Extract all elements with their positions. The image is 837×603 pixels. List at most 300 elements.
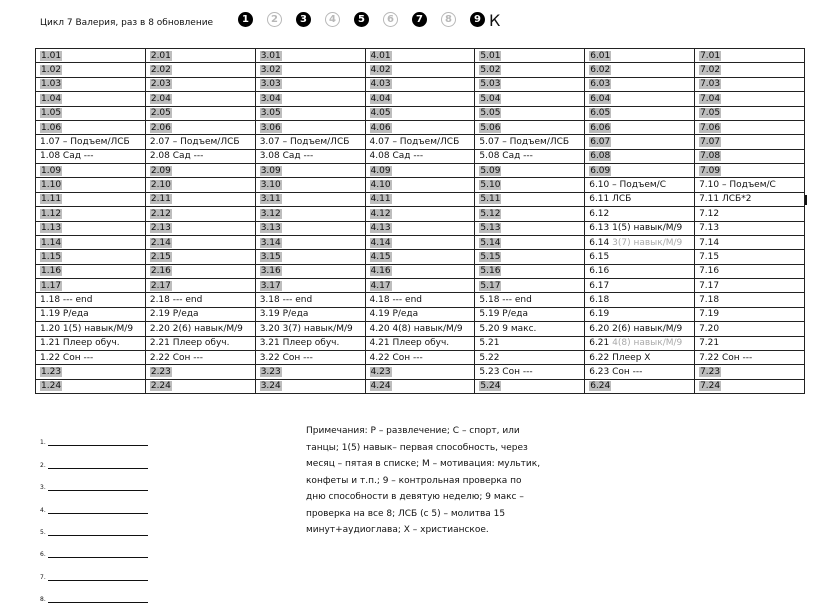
cell-number: 1.18: [40, 295, 61, 306]
table-cell: [475, 221, 585, 235]
blank-line-number: 7.: [40, 573, 46, 581]
table-cell: [695, 207, 805, 221]
table-cell: [255, 149, 365, 163]
table-cell: [475, 149, 585, 163]
table-cell: [585, 235, 695, 249]
cell-text: 2(6) навык/М/9: [169, 323, 243, 334]
cell-number: 7.04: [700, 93, 721, 104]
table-row: [36, 365, 805, 379]
cell-number: 7.11: [699, 194, 720, 205]
cell-number: 7.20: [699, 323, 720, 334]
cell-number: 4.08: [369, 151, 390, 162]
cell-number: 4.07: [369, 136, 390, 147]
table-cell: [695, 149, 805, 163]
cell-number: 1.21: [40, 338, 61, 349]
cell-number: 4.01: [370, 50, 391, 61]
table-cell: [36, 207, 146, 221]
table-cell: [695, 322, 805, 336]
cell-number: 4.18: [369, 295, 390, 306]
table-cell: [365, 350, 475, 364]
table-row: [36, 106, 805, 120]
table-cell: [255, 250, 365, 264]
cell-number: 4.22: [369, 352, 390, 363]
table-cell: [145, 293, 255, 307]
circle-number-3: 3: [296, 12, 311, 27]
table-cell: [145, 178, 255, 192]
cell-text: Сон ---: [389, 352, 423, 363]
cell-number: 2.19: [149, 309, 170, 320]
cell-number: 5.11: [480, 194, 501, 205]
table-cell: [36, 92, 146, 106]
cell-number: 6.04: [590, 93, 611, 104]
table-cell: [585, 178, 695, 192]
table-row: [36, 336, 805, 350]
cell-number: 1.16: [41, 266, 62, 277]
cell-number: 5.20: [479, 323, 500, 334]
cell-text: Сон ---: [609, 366, 643, 377]
table-cell: [695, 49, 805, 63]
cell-number: 2.05: [150, 108, 171, 119]
cell-text: 3(7) навык/М/9: [609, 237, 683, 248]
table-cell: [36, 149, 146, 163]
cell-number: 7.09: [700, 165, 721, 176]
cell-number: 2.04: [150, 93, 171, 104]
table-cell: [695, 221, 805, 235]
table-cell: [585, 120, 695, 134]
cell-number: 4.05: [370, 108, 391, 119]
notes-paragraph: Примечания: Р – развлечение; С – спорт, или танцы; 1(5) навык– первая способность, через месяц – пятая в списке; М – мотивация: мультик, конфеты и т.п.; 9 – контрольная проверка по дню способности в девятую неделю; 9 макс – проверка на все 8; ЛСБ (с 5) – молитва 15 минут+аудиоглава; Х – христианское.: [306, 426, 541, 535]
table-cell: [695, 279, 805, 293]
table-cell: [145, 164, 255, 178]
cell-number: 6.11: [589, 194, 610, 205]
cell-number: 4.19: [369, 309, 390, 320]
table-row: [36, 221, 805, 235]
table-cell: [695, 164, 805, 178]
cell-number: 5.18: [479, 295, 500, 306]
table-cell: [145, 379, 255, 393]
cell-number: 5.16: [480, 266, 501, 277]
cell-number: 2.09: [150, 165, 171, 176]
cell-number: 6.22: [589, 352, 610, 363]
cell-number: 4.10: [370, 180, 391, 191]
table-cell: [36, 192, 146, 206]
table-row: [36, 250, 805, 264]
table-cell: [145, 207, 255, 221]
cell-number: 5.14: [480, 237, 501, 248]
cell-number: 7.24: [700, 381, 721, 392]
cell-text: Р/еда: [279, 309, 309, 320]
table-cell: [585, 92, 695, 106]
table-cell: [585, 149, 695, 163]
cell-text: Сон ---: [719, 352, 753, 363]
cell-number: 6.18: [589, 295, 610, 306]
blank-line-item: [40, 558, 148, 580]
cell-number: 5.05: [480, 108, 501, 119]
table-cell: [145, 120, 255, 134]
cell-number: 1.06: [41, 122, 62, 133]
table-cell: [585, 106, 695, 120]
progress-circles: [238, 10, 500, 29]
cell-text: Сон ---: [279, 352, 313, 363]
table-cell: [365, 322, 475, 336]
table-row: [36, 235, 805, 249]
cell-number: 7.21: [699, 338, 720, 349]
blank-line-item: [40, 424, 148, 446]
cell-number: 6.19: [589, 309, 610, 320]
table-cell: [695, 178, 805, 192]
cell-text: Сон ---: [60, 352, 94, 363]
table-cell: [585, 350, 695, 364]
table-cell: [365, 149, 475, 163]
cell-number: 3.13: [260, 223, 281, 234]
cell-number: 1.23: [41, 366, 62, 377]
cell-number: 3.03: [260, 79, 281, 90]
table-cell: [585, 164, 695, 178]
cell-number: 5.17: [480, 280, 501, 291]
cell-number: 3.11: [260, 194, 281, 205]
cell-number: 5.09: [480, 165, 501, 176]
cell-number: 5.10: [480, 180, 501, 191]
cell-number: 4.12: [370, 208, 391, 219]
table-cell: [36, 63, 146, 77]
blank-line-number: 4.: [40, 506, 46, 514]
table-cell: [255, 120, 365, 134]
table-cell: [255, 307, 365, 321]
cell-number: 2.20: [149, 323, 170, 334]
blank-line-item: [40, 536, 148, 558]
cell-number: 5.04: [480, 93, 501, 104]
table-cell: [365, 336, 475, 350]
blank-line-number: 8.: [40, 596, 46, 603]
cell-number: 6.08: [590, 151, 611, 162]
table-cell: [36, 307, 146, 321]
cell-text: --- end: [279, 295, 313, 306]
cell-number: 3.17: [260, 280, 281, 291]
table-cell: [36, 293, 146, 307]
cell-number: 5.08: [479, 151, 500, 162]
cell-number: 3.24: [260, 381, 281, 392]
blank-line-item: [40, 446, 148, 468]
table-cell: [475, 279, 585, 293]
table-cell: [145, 49, 255, 63]
table-cell: [36, 135, 146, 149]
table-cell: [475, 207, 585, 221]
cell-number: 4.20: [369, 323, 390, 334]
table-cell: [255, 293, 365, 307]
table-cell: [475, 192, 585, 206]
table-cell: [145, 106, 255, 120]
cell-text: 4(8) навык/М/9: [609, 338, 683, 349]
table-cell: [365, 135, 475, 149]
cell-text: --- end: [389, 295, 422, 306]
table-cell: [585, 264, 695, 278]
table-cell: [255, 92, 365, 106]
cell-number: 1.15: [41, 251, 62, 262]
table-cell: [695, 264, 805, 278]
table-cell: [475, 322, 585, 336]
cell-number: 2.18: [149, 295, 170, 306]
table-row: [36, 279, 805, 293]
circle-number-2: 2: [267, 12, 282, 27]
cell-number: 7.12: [699, 208, 720, 219]
blank-line-number: 1.: [40, 439, 46, 447]
table-row: [36, 77, 805, 91]
circle-number-8: 8: [441, 12, 456, 27]
table-cell: [585, 221, 695, 235]
cell-number: 6.05: [590, 108, 611, 119]
cell-number: 3.14: [260, 237, 281, 248]
table-cell: [695, 336, 805, 350]
table-cell: [365, 293, 475, 307]
table-cell: [695, 106, 805, 120]
cell-number: 3.06: [260, 122, 281, 133]
blank-line-number: 5.: [40, 528, 46, 536]
cell-number: 6.14: [589, 237, 610, 248]
table-row: [36, 120, 805, 134]
cell-number: 1.09: [41, 165, 62, 176]
table-row: [36, 63, 805, 77]
table-cell: [145, 365, 255, 379]
table-cell: [585, 77, 695, 91]
cell-number: 2.24: [150, 381, 171, 392]
cell-text: – Подъем/ЛСБ: [499, 136, 570, 147]
table-cell: [255, 192, 365, 206]
cell-number: 6.06: [590, 122, 611, 133]
table-cell: [365, 192, 475, 206]
table-cell: [475, 307, 585, 321]
cell-number: 4.14: [370, 237, 391, 248]
table-cell: [475, 379, 585, 393]
blank-line-number: 6.: [40, 551, 46, 559]
cell-number: 7.03: [700, 79, 721, 90]
cell-text: 4(8) навык/М/9: [389, 323, 463, 334]
table-cell: [255, 164, 365, 178]
table-cell: [145, 336, 255, 350]
cell-number: 1.22: [40, 352, 61, 363]
table-cell: [365, 207, 475, 221]
cell-number: 5.13: [480, 223, 501, 234]
circle-number-1: 1: [238, 12, 253, 27]
cell-number: 4.09: [370, 165, 391, 176]
cell-number: 2.17: [150, 280, 171, 291]
table-row: [36, 164, 805, 178]
table-cell: [585, 307, 695, 321]
cell-text: ЛСБ*2: [719, 194, 752, 205]
cell-number: 2.13: [150, 223, 171, 234]
table-cell: [255, 379, 365, 393]
cell-number: 4.23: [370, 366, 391, 377]
cell-number: 3.02: [260, 65, 281, 76]
cell-number: 4.02: [370, 65, 391, 76]
text-cursor: [805, 195, 807, 205]
cell-text: – Подъем/ЛСБ: [279, 136, 350, 147]
table-cell: [365, 221, 475, 235]
table-cell: [365, 178, 475, 192]
table-cell: [365, 77, 475, 91]
cell-number: 5.19: [479, 309, 500, 320]
cell-number: 3.21: [259, 338, 280, 349]
table-cell: [475, 77, 585, 91]
circle-number-5: 5: [354, 12, 369, 27]
table-cell: [475, 365, 585, 379]
table-cell: [145, 92, 255, 106]
cell-number: 3.01: [260, 50, 281, 61]
table-cell: [255, 49, 365, 63]
table-cell: [255, 322, 365, 336]
blank-line-item: [40, 469, 148, 491]
cell-text: Сон ---: [169, 352, 204, 363]
cell-number: 4.13: [370, 223, 391, 234]
cell-number: 1.20: [40, 323, 61, 334]
table-cell: [36, 264, 146, 278]
cell-number: 2.21: [149, 338, 170, 349]
table-cell: [695, 350, 805, 364]
cell-number: 3.18: [259, 295, 280, 306]
table-cell: [36, 77, 146, 91]
table-cell: [475, 336, 585, 350]
table-cell: [585, 322, 695, 336]
table-cell: [695, 307, 805, 321]
cell-text: Плеер Х: [609, 352, 651, 363]
table-cell: [475, 49, 585, 63]
table-cell: [145, 221, 255, 235]
cell-number: 2.01: [150, 50, 171, 61]
cell-number: 6.20: [589, 323, 610, 334]
blank-line-number: 3.: [40, 484, 46, 492]
cell-number: 7.10: [699, 180, 720, 191]
cell-number: 1.07: [40, 136, 61, 147]
cell-number: 7.22: [699, 352, 720, 363]
table-cell: [475, 106, 585, 120]
table-cell: [145, 149, 255, 163]
table-cell: [695, 379, 805, 393]
cell-number: 7.18: [699, 295, 720, 306]
cell-text: Сад ---: [60, 151, 94, 162]
table-cell: [365, 379, 475, 393]
table-cell: [36, 350, 146, 364]
table-cell: [36, 120, 146, 134]
cell-number: 1.02: [41, 65, 62, 76]
table-row: [36, 264, 805, 278]
cell-number: 4.04: [370, 93, 391, 104]
blank-line-rule: [48, 468, 148, 469]
cell-number: 2.08: [149, 151, 170, 162]
table-row: [36, 192, 805, 206]
table-cell: [475, 350, 585, 364]
table-cell: [585, 49, 695, 63]
cell-number: 2.12: [150, 208, 171, 219]
cell-number: 6.12: [589, 208, 610, 219]
table-cell: [36, 379, 146, 393]
cell-number: 5.22: [479, 352, 500, 363]
table-cell: [36, 235, 146, 249]
table-cell: [365, 235, 475, 249]
cell-number: 2.03: [150, 79, 171, 90]
table-cell: [585, 293, 695, 307]
table-cell: [255, 207, 365, 221]
cell-number: 5.07: [479, 136, 500, 147]
cell-number: 6.23: [589, 366, 610, 377]
cell-number: 2.10: [150, 180, 171, 191]
table-cell: [585, 279, 695, 293]
table-cell: [255, 264, 365, 278]
cell-number: 4.15: [370, 251, 391, 262]
cell-text: – Подъем/ЛСБ: [389, 136, 460, 147]
table-cell: [145, 322, 255, 336]
cell-number: 6.07: [590, 136, 611, 147]
table-cell: [475, 250, 585, 264]
table-cell: [475, 92, 585, 106]
cell-number: 7.08: [700, 151, 721, 162]
table-cell: [255, 350, 365, 364]
cell-number: 6.17: [589, 280, 610, 291]
table-row: [36, 92, 805, 106]
table-cell: [365, 250, 475, 264]
table-cell: [585, 365, 695, 379]
table-cell: [36, 221, 146, 235]
table-cell: [585, 336, 695, 350]
table-cell: [255, 336, 365, 350]
cell-number: 3.07: [259, 136, 280, 147]
cell-number: 4.11: [370, 194, 391, 205]
table-cell: [475, 135, 585, 149]
cell-text: Плеер обуч.: [60, 338, 120, 349]
cell-number: 7.16: [699, 266, 720, 277]
table-cell: [585, 135, 695, 149]
table-cell: [365, 63, 475, 77]
cell-number: 1.04: [41, 93, 62, 104]
table-cell: [475, 235, 585, 249]
blank-line-rule: [48, 580, 148, 581]
cell-text: Сад ---: [169, 151, 204, 162]
table-cell: [695, 92, 805, 106]
blank-lines-list: [40, 424, 148, 603]
cell-text: Р/еда: [499, 309, 529, 320]
table-cell: [585, 192, 695, 206]
cell-number: 1.13: [41, 223, 62, 234]
table-cell: [585, 250, 695, 264]
cell-text: Р/еда: [169, 309, 199, 320]
cell-number: 5.12: [480, 208, 501, 219]
cell-number: 1.10: [41, 180, 62, 191]
table-cell: [475, 293, 585, 307]
table-cell: [145, 307, 255, 321]
table-cell: [585, 63, 695, 77]
table-cell: [36, 279, 146, 293]
cell-number: 2.07: [149, 136, 170, 147]
cell-number: 7.06: [700, 122, 721, 133]
circle-number-6: 6: [383, 12, 398, 27]
cell-number: 2.14: [150, 237, 171, 248]
cell-number: 3.22: [259, 352, 280, 363]
cell-number: 6.03: [590, 79, 611, 90]
cell-text: --- end: [60, 295, 93, 306]
table-row: [36, 178, 805, 192]
table-cell: [145, 77, 255, 91]
table-cell: [365, 307, 475, 321]
cell-text: Плеер обуч.: [279, 338, 340, 349]
cell-number: 1.03: [41, 79, 62, 90]
cell-number: 1.05: [41, 108, 62, 119]
table-cell: [255, 365, 365, 379]
table-cell: [255, 235, 365, 249]
table-row: [36, 49, 805, 63]
circles-suffix: К: [489, 11, 501, 30]
cell-text: 3(7) навык/М/9: [279, 323, 353, 334]
cell-number: 4.17: [370, 280, 391, 291]
cell-number: 2.02: [150, 65, 171, 76]
table-row: [36, 379, 805, 393]
